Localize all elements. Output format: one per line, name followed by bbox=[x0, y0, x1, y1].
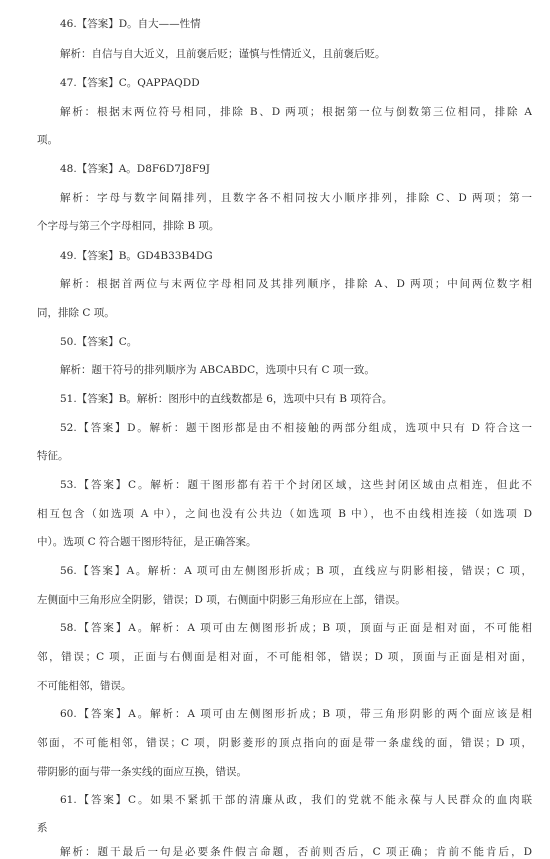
answer-49: 49.【答案】B。GD4B33B4DG bbox=[60, 250, 213, 262]
answer-58-line-3: 不可能相邻，错误。 bbox=[37, 680, 132, 692]
answer-61-line-2: 系 bbox=[37, 822, 48, 834]
answer-56-line-2: 左侧面中三角形应全阴影，错误；D 项，右侧面中阴影三角形应在上部，错误。 bbox=[37, 594, 406, 606]
analysis-47-line-2: 项。 bbox=[37, 134, 58, 146]
answer-52-line-2: 特征。 bbox=[37, 450, 69, 462]
analysis-50: 解析：题干符号的排列顺序为 ABCABDC，选项中只有 C 项一致。 bbox=[60, 364, 375, 376]
answer-58-line-2: 邻，错误；C 项，正面与右侧面是相对面，不可能相邻，错误；D 项，顶面与正面是相对面， bbox=[37, 651, 532, 663]
answer-50: 50.【答案】C。 bbox=[60, 336, 138, 348]
answer-58-line-1: 58.【答案】A。解析：A 项可由左侧图形折成；B 项，顶面与正面是相对面，不可能相 bbox=[60, 622, 532, 634]
analysis-49-line-2: 同，排除 C 项。 bbox=[37, 307, 115, 319]
analysis-46: 解析：自信与自大近义，且前褒后贬；谨慎与性情近义，且前褒后贬。 bbox=[60, 48, 386, 60]
analysis-48-line-2: 个字母与第三个字母相同，排除 B 项。 bbox=[37, 220, 220, 232]
analysis-49-line-1: 解析：根据首两位与末两位字母相同及其排列顺序，排除 A、D 两项；中间两位数字相 bbox=[60, 278, 532, 290]
answer-47: 47.【答案】C。QAPPAQDD bbox=[60, 77, 200, 89]
answer-60-line-2: 邻面，不可能相邻，错误；C 项，阴影菱形的顶点指向的面是带一条虚线的面，错误；D 项， bbox=[37, 737, 532, 749]
answer-52-line-1: 52.【答案】D。解析：题干图形都是由不相接触的两部分组成，选项中只有 D 符合这一 bbox=[60, 422, 532, 434]
analysis-48-line-1: 解析：字母与数字间隔排列，且数字各不相同按大小顺序排列，排除 C、D 两项；第一 bbox=[60, 192, 532, 204]
answer-53-line-2: 相互包含（如选项 A 中），之间也没有公共边（如选项 B 中），也不由线相连接（如选项 D bbox=[37, 508, 532, 520]
answer-56-line-1: 56.【答案】A。解析：A 项可由左侧图形折成；B 项，直线应与阴影相接，错误；C 项， bbox=[60, 565, 532, 577]
answer-48: 48.【答案】A。D8F6D7J8F9J bbox=[60, 163, 211, 175]
answer-61-line-1: 61.【答案】C。如果不紧抓干部的清廉从政，我们的党就不能永葆与人民群众的血肉联 bbox=[60, 794, 532, 806]
answer-53-line-3: 中）。选项 C 符合题干图形特征，是正确答案。 bbox=[37, 536, 257, 548]
analysis-47-line-1: 解析：根据末两位符号相同，排除 B、D 两项；根据第一位与倒数第三位相同，排除 A bbox=[60, 106, 532, 118]
answer-60-line-3: 带阴影的面与带一条实线的面应互换，错误。 bbox=[37, 766, 247, 778]
answer-53-line-1: 53.【答案】C。解析：题干图形都有若干个封闭区域，这些封闭区域由点相连，但此不 bbox=[60, 479, 532, 491]
analysis-61: 解析：题干最后一句是必要条件假言命题，否前则否后，C 项正确；肯前不能肯后，D bbox=[60, 846, 532, 858]
answer-60-line-1: 60.【答案】A。解析：A 项可由左侧图形折成；B 项，带三角形阴影的两个面应该是相 bbox=[60, 708, 532, 720]
answer-46: 46.【答案】D。自大——性情 bbox=[60, 18, 201, 30]
answer-51: 51.【答案】B。解析：图形中的直线数都是 6，选项中只有 B 项符合。 bbox=[60, 393, 393, 405]
